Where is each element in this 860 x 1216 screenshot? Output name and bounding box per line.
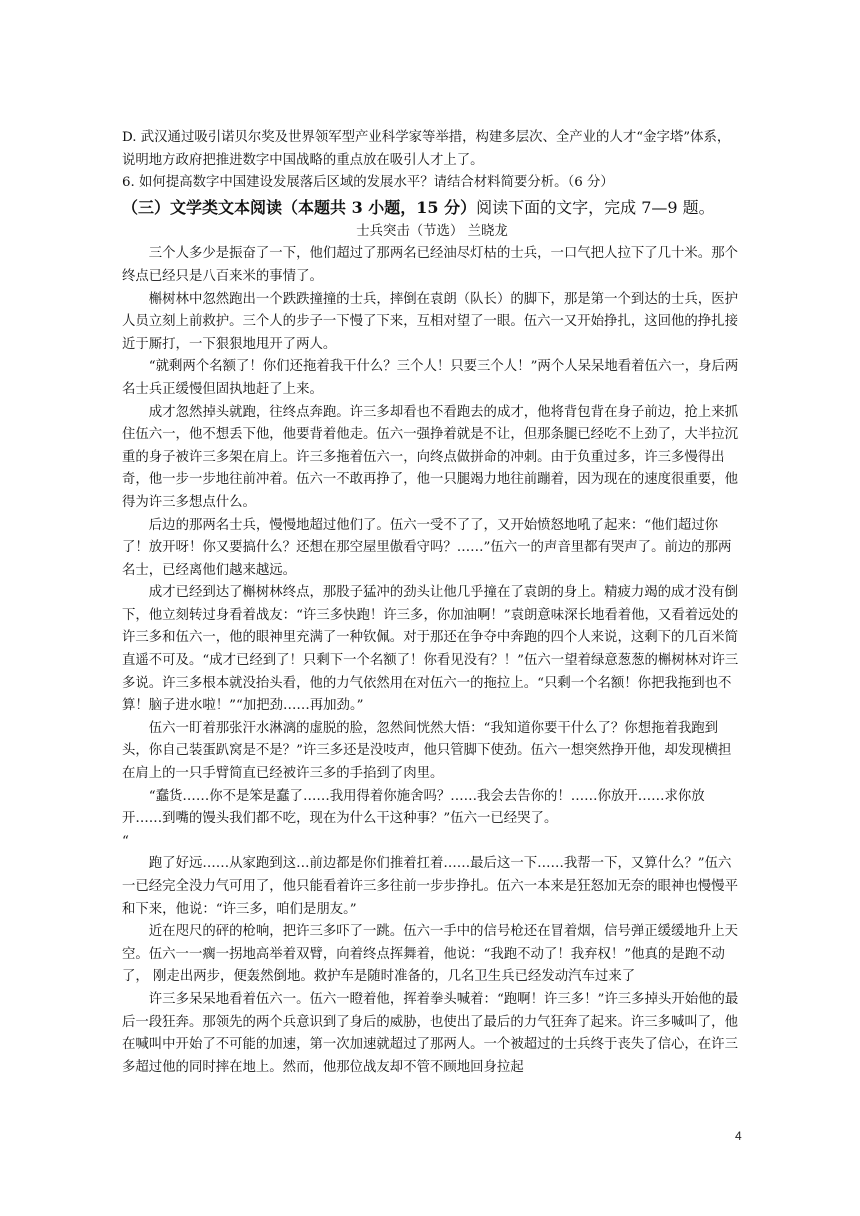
passage-paragraph: “就剩两个名额了！你们还拖着我干什么？三个人！只要三个人！”两个人呆呆地看着伍六一，身后两名士兵正缓慢但固执地赶了上来。 [122, 359, 739, 397]
passage-paragraph: 许三多呆呆地看着伍六一。伍六一瞪着他，挥着拳头喊着：“跑啊！许三多！”许三多掉头开始他的最后一段狂奔。那领先的两个兵意识到了身后的威胁，也使出了最后的力气狂奔了起来。许三多喊叫了，他在喊叫中开始了不可能的加速，第一次加速就超过了那两人。一个被超过的士兵终于丧失了信心，在许三多超过他的同时摔在地上。然而，他那位战友却不管不顾地回身拉起 [122, 991, 739, 1075]
passage-paragraph: 伍六一盯着那张汗水淋漓的虚脱的脸，忽然间恍然大悟：“我知道你要干什么了？你想拖着我跑到头，你自己装蛋趴窝是不是？”许三多还是没吱声，他只管脚下使劲。伍六一想突然挣开他，却发现横担在肩上的一只手臂简直已经被许三多的手掐到了肉里。 [122, 720, 732, 782]
question-6-text: 6. 如何提高数字中国建设发展落后区域的发展水平？请结合材料简要分析。（6 分） [122, 175, 614, 191]
passage-paragraph: “蠢货……你不是笨是蠢了……我用得着你施舍吗？……我会去告你的！……你放开……求你放开……到嘴的馒头我们都不吃，现在为什么干这种事？”伍六一已经哭了。 [122, 788, 705, 827]
page-number: 4 [735, 1129, 742, 1143]
passage-paragraph: 三个人多少是振奋了一下，他们超过了那两名已经油尽灯枯的士兵，一口气把人拉下了几十米。那个 终点已经只是八百来米的事情了。 [122, 246, 738, 284]
section-heading-instruction: 阅读下面的文字，完成 7—9 题。 [476, 197, 715, 217]
page-content [122, 127, 742, 1079]
passage-paragraph: 近在咫尺的砰的枪响，把许三多吓了一跳。伍六一手中的信号枪还在冒着烟，信号弹正缓缓地升上天空。伍六一一瘸一拐地高举着双臂，向着终点挥舞着，他说：“我跑不动了！我弃权！”他真的是跑不动了， 刚走出两步，便轰然倒地。救护车是随时准备的，几名卫生兵已经发动汽车过来了 [122, 924, 738, 985]
stray-quote-mark: “ [122, 833, 129, 849]
passage-subtitle: 士兵突击（节选） 兰晓龙 [356, 223, 508, 239]
passage-paragraph: 跑了好远……从家跑到这…前边都是你们推着扛着……最后这一下……我帮一下，又算什么？”伍六一已经完全没力气可用了，他只能看着许三多往前一步步挣扎。伍六一本来是狂怒加无奈的眼神也慢慢平和下来，他说：“许三多，咱们是朋友。” [122, 856, 738, 917]
passage-paragraph: 成才已经到达了槲树林终点，那股子猛冲的劲头让他几乎撞在了袁朗的身上。精疲力竭的成才没有倒下，他立刻转过身看着战友：“许三多快跑！许三多，你加油啊！”袁朗意味深长地看着他，又看着远处的许三多和伍六一，他的眼神里充满了一种钦佩。对于那还在争夺中奔跑的四个人来说，这剩下的几百米简直遥不可及。“成才已经到了！只剩下一个名额了！你看见没有？！”伍六一望着绿意葱葱的槲树林对许三多说。许三多根本就没抬头看，他的力气依然用在对伍六一的拖拉上。“只剩一个名额！你把我拖到也不算！脑子进水啦！”“加把劲……再加劲。” [122, 585, 739, 714]
passage-paragraph: 后边的那两名士兵，慢慢地超过他们了。伍六一受不了了，又开始愤怒地吼了起来：“他们超过你了！放开呀！你又要搞什么？还想在那空屋里傲看守吗？……”伍六一的声音里都有哭声了。前边的那两名士，已经离他们越来越远。 [122, 517, 732, 578]
section-heading-title: （三）文学类文本阅读（本题共 3 小题，15 分） [122, 197, 477, 217]
passage-paragraph: 槲树林中忽然跑出一个跌跌撞撞的士兵，摔倒在袁朗（队长）的脚下，那是第一个到达的士兵，医护人员立刻上前救护。三个人的步子一下慢了下来，互相对望了一眼。伍六一又开始挣扎，这回他的挣扎接近于厮打，一下狠狠地甩开了两人。 [122, 291, 738, 352]
passage-paragraph: 成才忽然掉头就跑，往终点奔跑。许三多却看也不看跑去的成才，他将背包背在身子前边，抢上来抓住伍六一，他不想丢下他，他要背着他走。伍六一强挣着就是不让，但那条腿已经吃不上劲了，大半拉沉重的身子被许三多架在肩上。许三多拖着伍六一，向终点做拼命的冲刺。由于负重过多，许三多慢得出奇，他一步一步地往前冲着。伍六一不敢再挣了，他一只腿竭力地往前蹦着，因为现在的速度很重要，他得为许三多想点什么。 [122, 404, 738, 510]
option-d-text: D. 武汉通过吸引诺贝尔奖及世界领军型产业科学家等举措，构建多层次、全产业的人才“金字塔”体系，说明地方政府把推进数字中国战略的重点放在吸引人才上了。 [122, 130, 731, 168]
section-heading [122, 195, 742, 221]
